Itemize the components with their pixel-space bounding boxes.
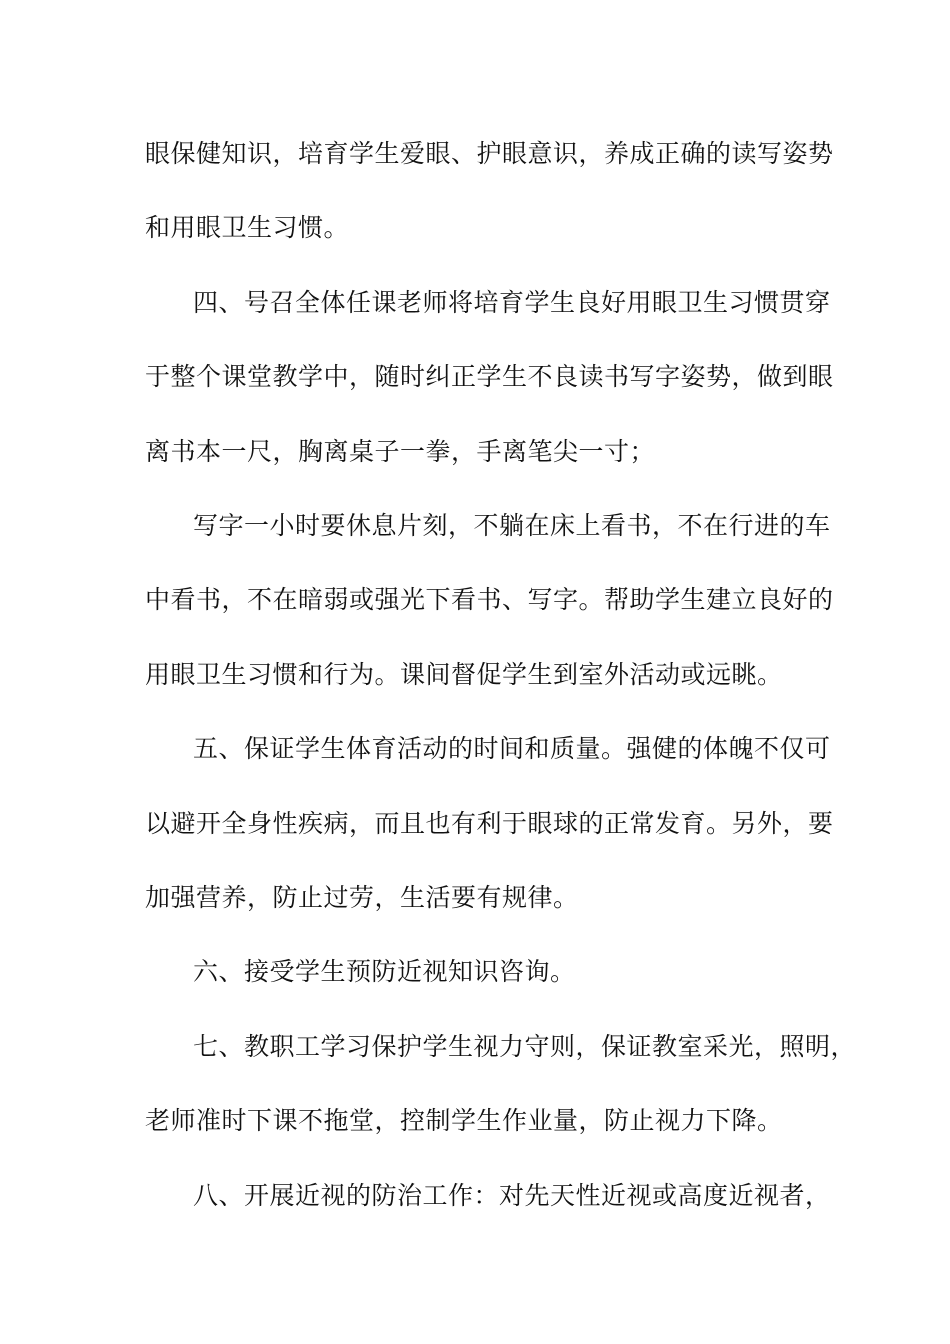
paragraph-start: 八、开展近视的防治工作：对先天性近视或高度近视者，: [193, 1181, 831, 1210]
text-line: 中看书，不在暗弱或强光下看书、写字。帮助学生建立良好的: [145, 585, 834, 614]
text-line: 用眼卫生习惯和行为。课间督促学生到室外活动或远眺。: [145, 660, 783, 689]
text-line: 眼保健知识，培育学生爱眼、护眼意识，养成正确的读写姿势: [145, 139, 834, 168]
text-line: 和用眼卫生习惯。: [145, 213, 350, 242]
text-line: 于整个课堂教学中，随时纠正学生不良读书写字姿势，做到眼: [145, 362, 834, 391]
text-line: 加强营养，防止过劳，生活要有规律。: [145, 883, 579, 912]
text-line: 老师准时下课不拖堂，控制学生作业量，防止视力下降。: [145, 1106, 783, 1135]
text-line: 以避开全身性疾病，而且也有利于眼球的正常发育。另外，要: [145, 809, 834, 838]
paragraph-start: 七、教职工学习保护学生视力守则，保证教室采光，照明，: [193, 1032, 857, 1061]
paragraph-start: 六、接受学生预防近视知识咨询。: [193, 957, 576, 986]
paragraph-start: 写字一小时要休息片刻，不躺在床上看书，不在行进的车: [193, 511, 831, 540]
paragraph-start: 四、号召全体任课老师将培育学生良好用眼卫生习惯贯穿: [193, 288, 831, 317]
text-line: 离书本一尺，胸离桌子一拳，手离笔尖一寸；: [145, 437, 656, 466]
paragraph-start: 五、保证学生体育活动的时间和质量。强健的体魄不仅可: [193, 734, 831, 763]
